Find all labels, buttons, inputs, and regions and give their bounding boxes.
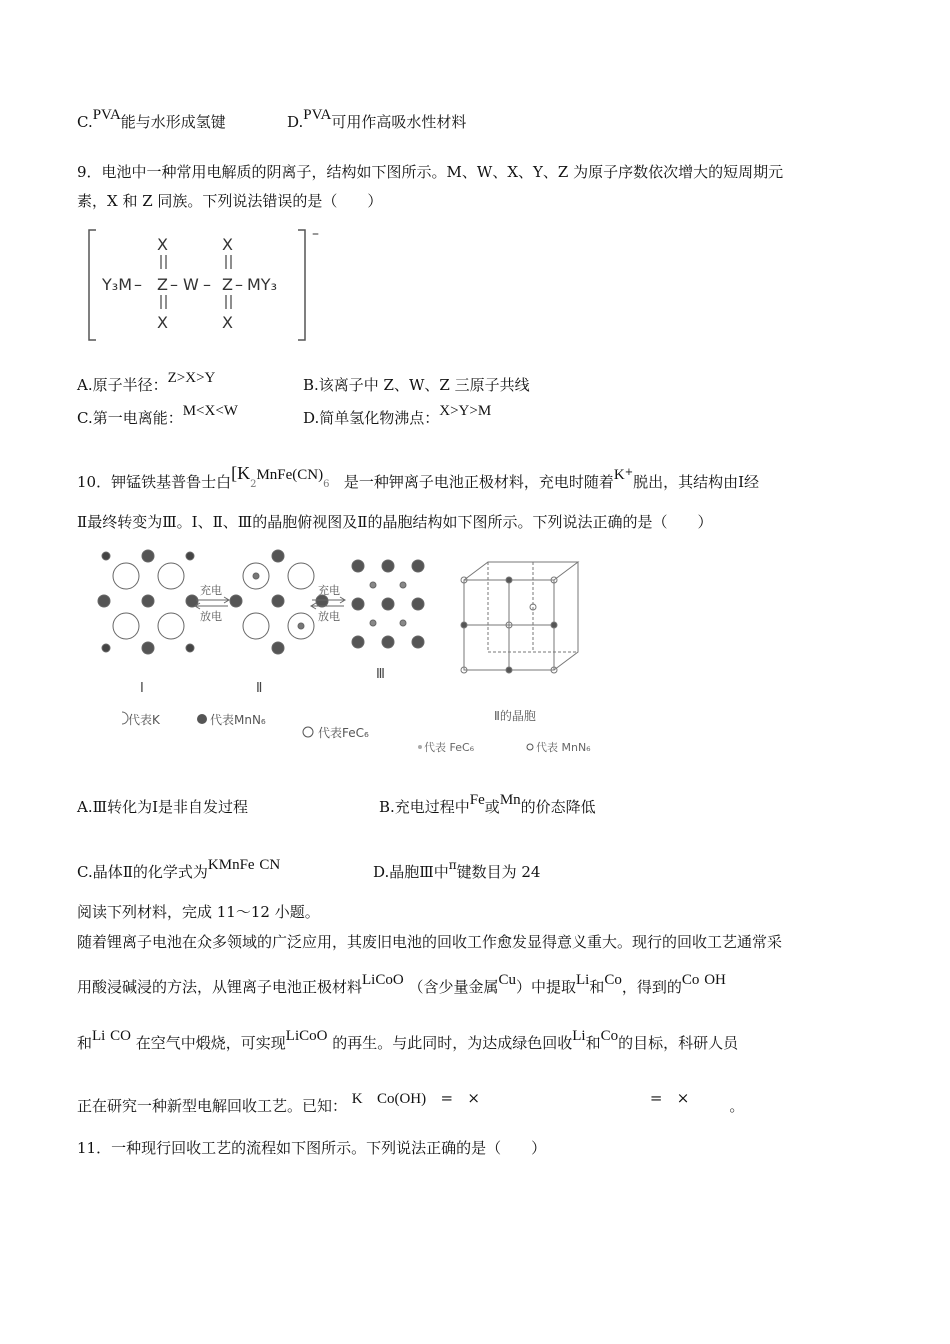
left-group: Y₃M (102, 275, 132, 294)
arrow1-discharge-label: 放电 (200, 610, 222, 623)
q9-option-a: A.原子半径：Z>X>Y (77, 370, 216, 394)
w-atom: W (183, 275, 199, 294)
dash-1: – (134, 275, 142, 294)
legend-mn-symbol (197, 714, 207, 724)
label-structure-III: Ⅲ (376, 667, 385, 682)
legend-cell-mn: 代表 MnN₆ (536, 741, 591, 754)
q9-anion-structure (86, 222, 326, 348)
material-line4: 正在研究一种新型电解回收工艺。已知： K Co(OH) = × = × 。 (77, 1089, 745, 1115)
x-bottom-1: X (157, 313, 168, 332)
material-line3: 和Li CO 在空气中煅烧，可实现LiCoO 的再生。与此同时，为达成绿色回收Li和Co的目标，科研人员 (77, 1028, 739, 1052)
q10-crystal-figure (96, 544, 591, 758)
legend-fe: 代表FeC₆ (318, 726, 369, 740)
label-cell-II: Ⅱ的晶胞 (494, 709, 536, 723)
q10-option-b: B.充电过程中Fe或Mn的价态降低 (379, 792, 596, 816)
q8-option-c: C.PVA能与水形成氢键 (77, 107, 226, 131)
legend-cell-fe: 代表 FeC₆ (424, 741, 475, 754)
q9-option-d: D.简单氢化物沸点：X>Y>M (303, 403, 492, 427)
q10-stem-line2: Ⅱ最终转变为Ⅲ。Ⅰ、Ⅱ、Ⅲ的晶胞俯视图及Ⅱ的晶胞结构如下图所示。下列说法正确的是（ ） (77, 513, 713, 531)
q11-stem: 11．一种现行回收工艺的流程如下图所示。下列说法正确的是（ ） (77, 1139, 547, 1157)
material-line2: 用酸浸碱浸的方法，从锂离子电池正极材料LiCoO （含少量金属Cu）中提取Li和Co，得到的Co OH (77, 972, 726, 996)
dash-2: – (170, 275, 178, 294)
z-atom-1: Z (157, 275, 168, 294)
arrow2-charge-label: 充电 (318, 584, 340, 597)
arrow2-discharge-label: 放电 (318, 610, 340, 623)
structure-I (98, 550, 198, 654)
legend-cell-mn-symbol (527, 744, 533, 750)
q9-stem-line2: 素，X 和 Z 同族。下列说法错误的是（ ） (77, 192, 383, 210)
structure-III (352, 560, 424, 648)
q9-option-c: C.第一电离能：M<X<W (77, 403, 238, 427)
q10-option-a: A.Ⅲ转化为Ⅰ是非自发过程 (77, 798, 248, 816)
arrow1-charge-label: 充电 (200, 584, 222, 597)
right-group: MY₃ (247, 275, 277, 294)
z-atom-2: Z (222, 275, 233, 294)
q8-option-d: D.PVA可用作高吸水性材料 (287, 107, 467, 131)
legend-k: 代表K (128, 713, 160, 727)
label-structure-I: Ⅰ (140, 681, 144, 696)
right-bracket (298, 230, 305, 340)
q9-stem-line1: 9．电池中一种常用电解质的阴离子，结构如下图所示。M、W、X、Y、Z 为原子序数依次增大的短周期元 (77, 163, 784, 181)
q10-option-c: C.晶体Ⅱ的化学式为KMnFe CN (77, 857, 281, 881)
x-bottom-2: X (222, 313, 233, 332)
x-top-2: X (222, 235, 233, 254)
q10-option-d: D.晶胞Ⅲ中$^\pi$键数目为 24 (373, 858, 541, 881)
dash-3: – (203, 275, 211, 294)
q9-option-b: B.该离子中 Z、W、Z 三原子共线 (303, 376, 530, 394)
legend-fe-symbol (303, 727, 313, 737)
charge-sign: – (312, 226, 319, 242)
legend-cell-fe-symbol (418, 745, 422, 749)
q10-stem-line1: 10．钾锰铁基普鲁士白[K2MnFe(CN)6 是一种钾离子电池正极材料，充电时随着K+脱出，其结构由Ⅰ经 (77, 463, 760, 491)
material-line1: 随着锂离子电池在众多领域的广泛应用，其废旧电池的回收工作愈发显得意义重大。现行的回收工艺通常采 (77, 933, 783, 951)
left-bracket (89, 230, 96, 340)
x-top-1: X (157, 235, 168, 254)
legend-mn: 代表MnN₆ (210, 713, 266, 727)
material-intro: 阅读下列材料，完成 11～12 小题。 (77, 903, 320, 921)
dash-4: – (235, 275, 243, 294)
cell-II (461, 562, 578, 673)
structure-II (230, 550, 328, 654)
label-structure-II: Ⅱ (256, 681, 263, 696)
